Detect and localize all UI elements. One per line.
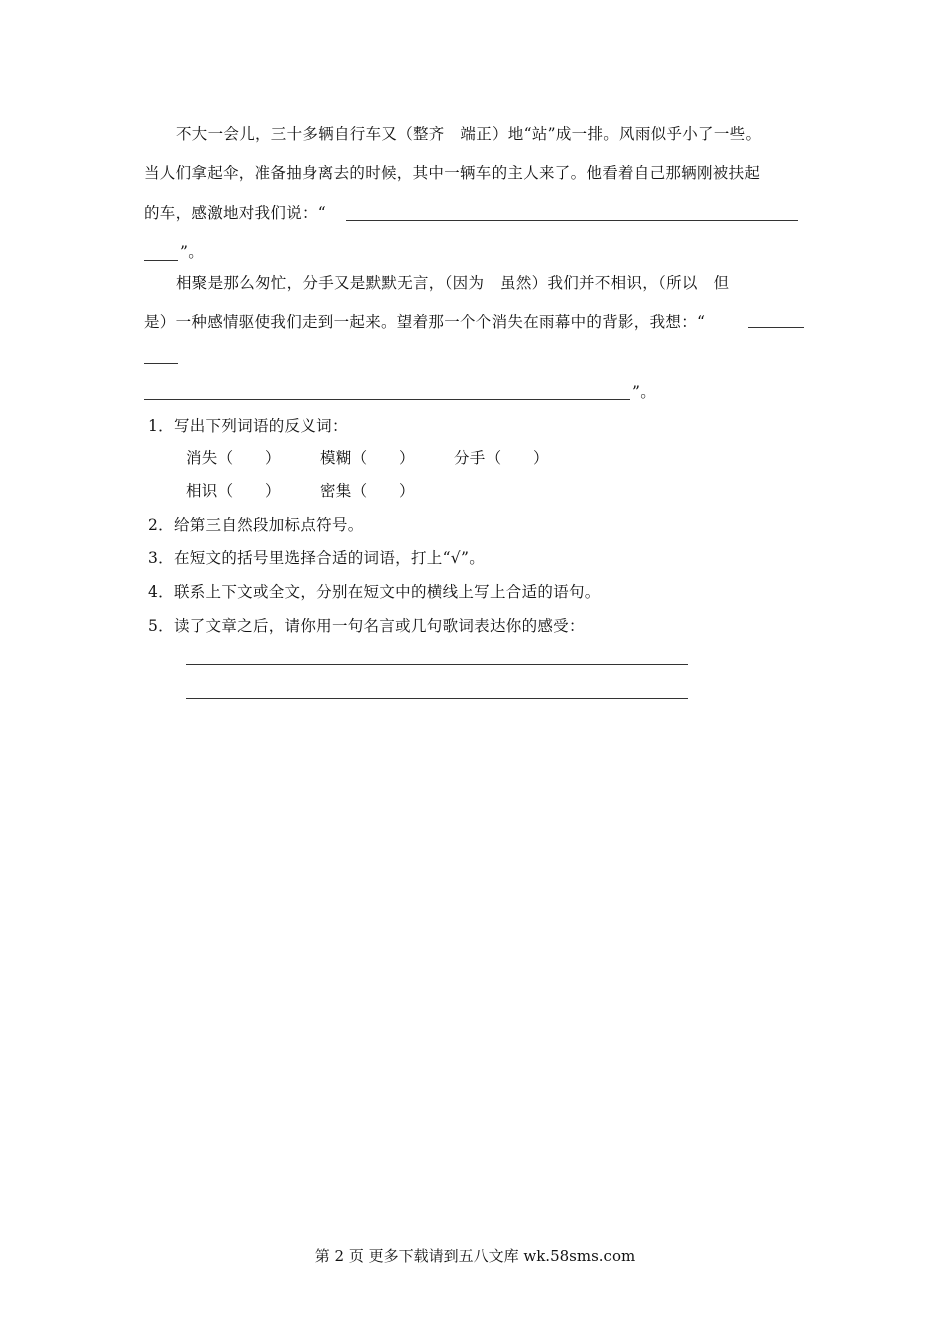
question-5: 5．读了文章之后，请你用一句名言或几句歌词表达你的感受： — [148, 617, 585, 635]
antonym-item: 密集（ ） — [320, 482, 415, 500]
antonym-item: 相识（ ） — [186, 482, 281, 500]
answer-blank[interactable] — [144, 399, 630, 400]
answer-blank[interactable] — [346, 220, 798, 221]
answer-blank[interactable] — [144, 260, 178, 261]
passage-line: 的车，感激地对我们说：“ — [144, 204, 327, 222]
question-3: 3．在短文的括号里选择合适的词语，打上“√”。 — [148, 549, 485, 567]
answer-blank[interactable] — [748, 327, 804, 328]
antonym-item: 消失（ ） — [186, 449, 281, 467]
answer-blank[interactable] — [186, 664, 688, 665]
question-2: 2．给第三自然段加标点符号。 — [148, 516, 364, 534]
question-4: 4．联系上下文或全文，分别在短文中的横线上写上合适的语句。 — [148, 583, 601, 601]
passage-line: 不大一会儿，三十多辆自行车又（整齐 端正）地“站”成一排。风雨似乎小了一些。 — [176, 125, 762, 143]
question-1: 1．写出下列词语的反义词： — [148, 417, 348, 435]
antonym-item: 模糊（ ） — [320, 449, 415, 467]
passage-line: 是）一种感情驱使我们走到一起来。望着那一个个消失在雨幕中的背影，我想：“ — [144, 313, 706, 331]
answer-blank[interactable] — [186, 698, 688, 699]
answer-blank[interactable] — [144, 363, 178, 364]
passage-line: 相聚是那么匆忙，分手又是默默无言，（因为 虽然）我们并不相识，（所以 但 — [176, 274, 730, 292]
passage-line: ”。 — [632, 383, 657, 401]
antonym-item: 分手（ ） — [454, 449, 549, 467]
passage-line: ”。 — [180, 243, 205, 261]
passage-line: 当人们拿起伞，准备抽身离去的时候，其中一辆车的主人来了。他看着自己那辆刚被扶起 — [144, 164, 761, 182]
page-footer: 第 2 页 更多下载请到五八文库 wk.58sms.com — [314, 1247, 636, 1265]
